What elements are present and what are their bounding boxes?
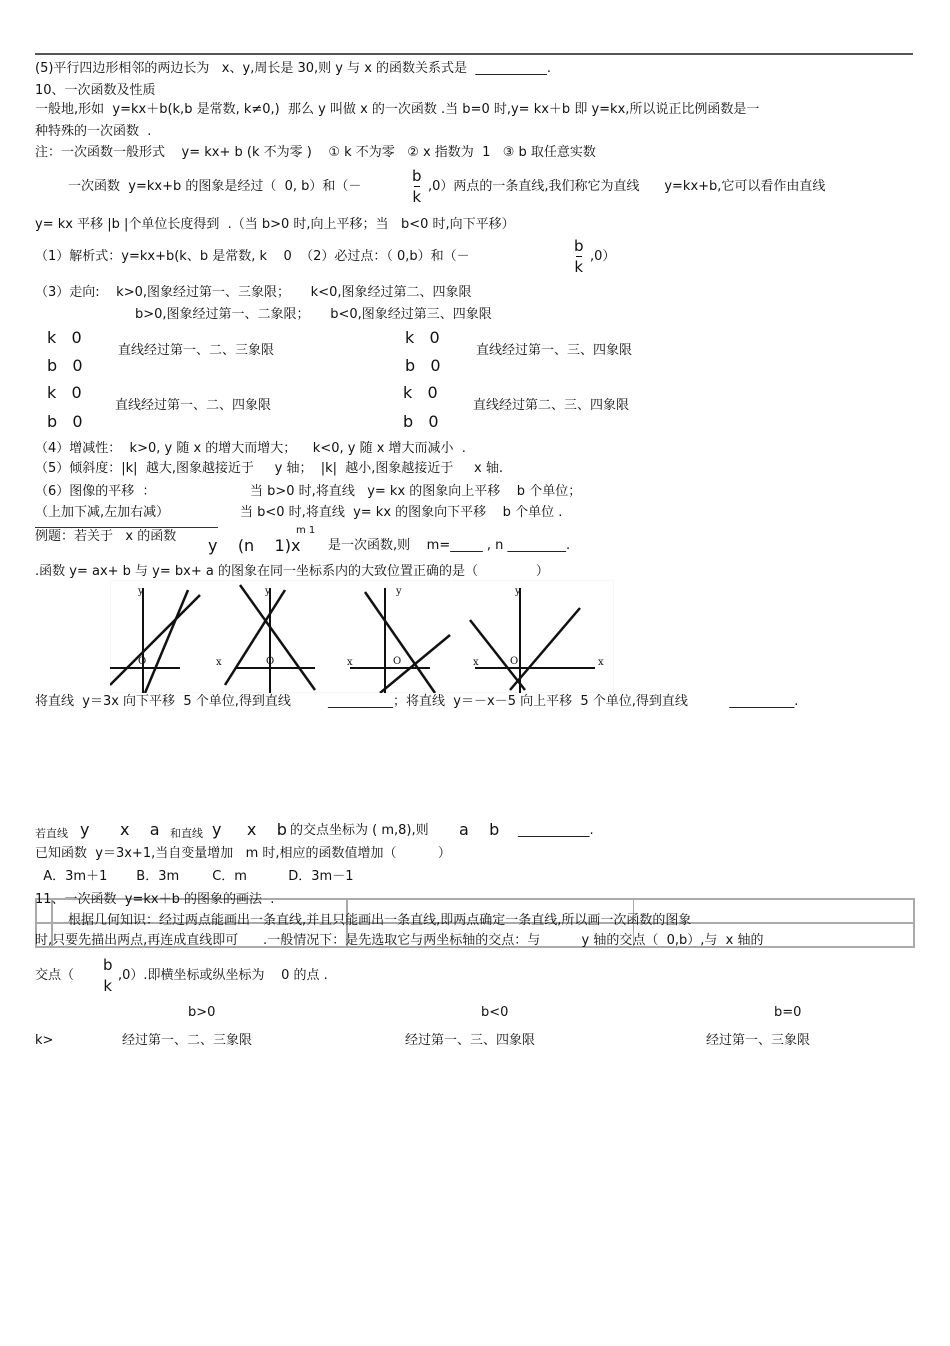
intersection-label-a: 若直线 bbox=[35, 827, 68, 840]
origin-label: O bbox=[393, 656, 402, 667]
example-label: 例题：若关于 x 的函数 bbox=[35, 529, 177, 544]
b-sign: b 0 bbox=[47, 356, 83, 375]
example-exponent: m 1 bbox=[296, 525, 316, 536]
question-5: (5)平行四边形相邻的两边长为 x、y,周长是 30,则 y 与 x 的函数关系式是 ___________. bbox=[35, 61, 551, 76]
b-sign: b 0 bbox=[403, 412, 439, 431]
numerator: b bbox=[103, 956, 113, 974]
k-sign: k 0 bbox=[405, 328, 440, 347]
cell-2: 经过第一、三、四象限 bbox=[405, 1033, 536, 1048]
origin-label: O bbox=[138, 656, 147, 667]
graph-desc-b: ,0）两点的一条直线,我们称它为直线 y=kx+b,它可以看作由直线 bbox=[428, 179, 826, 194]
fraction-b-over-k bbox=[412, 167, 422, 206]
section-11-text-1: 根据几何知识：经过两点能画出一条直线,并且只能画出一条直线,即两点确定一条直线,所以画一次函数的图象 bbox=[68, 913, 692, 928]
example-formula: y (n 1)x bbox=[208, 536, 301, 555]
quadrant-case-1: 直线经过第一、二、三象限 bbox=[118, 343, 275, 358]
b-sign: b 0 bbox=[47, 412, 83, 431]
line-1-formula: y x a bbox=[80, 820, 160, 839]
k-sign: k 0 bbox=[403, 383, 438, 402]
monotonicity-line: （4）增减性： k>0, y 随 x 的增大而增大； k<0, y 随 x 增大而减小 . bbox=[35, 441, 466, 456]
shift-up: 当 b>0 时,将直线 y= kx 的图象向上平移 b 个单位； bbox=[250, 484, 582, 499]
cell-3: 经过第一、三象限 bbox=[706, 1033, 811, 1048]
fraction-b-over-k-2 bbox=[574, 237, 584, 276]
section-10-heading: 10、一次函数及性质 bbox=[35, 83, 156, 98]
axis-label-y: y bbox=[396, 586, 402, 597]
origin-label: O bbox=[266, 656, 275, 667]
graph-c bbox=[350, 588, 450, 693]
intersection-text: 的交点坐标为 ( m,8),则 bbox=[290, 823, 429, 838]
numerator: b bbox=[574, 237, 584, 255]
graph-a bbox=[110, 588, 200, 693]
origin-label: O bbox=[510, 656, 519, 667]
shift-rule: （上加下减,左加右减） bbox=[35, 505, 170, 520]
shift-down: 当 b<0 时,将直线 y= kx 的图象向下平移 b 个单位 . bbox=[240, 505, 563, 520]
intersection-label-b: 和直线 bbox=[170, 827, 203, 840]
k-sign: k 0 bbox=[47, 328, 82, 347]
graph-d bbox=[470, 588, 595, 693]
section-11-text-2: 时,只要先描出两点,再连成直线即可 .一般情况下：是先选取它与两坐标轴的交点：与 y 轴的交点（ 0,b）,与 x 轴的 bbox=[35, 933, 764, 948]
graph-question: .函数 y= ax+ b 与 y= bx+ a 的图象在同一坐标系内的大致位置正确的是（ ） bbox=[35, 564, 549, 579]
denominator: k bbox=[574, 258, 584, 276]
translation-line: y= kx 平移 |b |个单位长度得到 .（当 b>0 时,向上平移；当 b<0 时,向下平移） bbox=[35, 217, 515, 232]
denominator: k bbox=[412, 188, 422, 206]
axis-label-x: x bbox=[347, 657, 353, 668]
quadrant-case-4: 直线经过第二、三、四象限 bbox=[473, 398, 630, 413]
slope-line: （5）倾斜度：|k| 越大,图象越接近于 y 轴； |k| 越小,图象越接近于 x 轴. bbox=[35, 461, 504, 476]
header-b-positive: b>0 bbox=[188, 1005, 216, 1020]
axis-label-y: y bbox=[515, 586, 521, 597]
k-sign: k 0 bbox=[47, 383, 82, 402]
quadrant-case-3: 直线经过第一、二、四象限 bbox=[115, 398, 272, 413]
definition-line-2: 种特殊的一次函数 . bbox=[35, 124, 152, 139]
graph-options-image bbox=[110, 580, 614, 693]
direction-line-2: b>0,图象经过第一、二象限； b<0,图象经过第三、四象限 bbox=[135, 307, 492, 322]
axis-label-x: x bbox=[216, 657, 222, 668]
answer-options: A．3m＋1 B．3m C．m D．3m－1 bbox=[35, 869, 354, 884]
note-line: 注：一次函数一般形式 y= kx+ b (k 不为零 ) ① k 不为零 ② x 指数为 1 ③ b 取任意实数 bbox=[35, 145, 596, 160]
header-b-negative: b<0 bbox=[481, 1005, 509, 1020]
numerator: b bbox=[412, 167, 422, 185]
section-11-text-3a: 交点（ bbox=[35, 968, 75, 983]
graph-b bbox=[225, 585, 315, 693]
graph-desc-a: 一次函数 y=kx+b 的图象是经过（ 0, b）和（－ bbox=[68, 179, 362, 194]
formula-line-a: （1）解析式：y=kx+b(k、b 是常数, k 0 （2）必过点：（ 0,b）和（－ bbox=[35, 249, 470, 264]
formula-line-b: ,0） bbox=[590, 249, 616, 264]
a-minus-b: a b bbox=[459, 820, 500, 839]
header-b-zero: b=0 bbox=[774, 1005, 802, 1020]
answer-blank: ___________. bbox=[518, 823, 594, 838]
fraction-b-over-k-3 bbox=[103, 956, 113, 995]
example-question: 是一次函数,则 m=_____ , n _________. bbox=[328, 538, 571, 553]
axis-label-y: y bbox=[265, 586, 271, 597]
section-11-heading: 11、一次函数 y=kx＋b 的图象的画法 . bbox=[35, 892, 275, 907]
section-11-text-3b: ,0）.即横坐标或纵坐标为 0 的点 . bbox=[118, 968, 328, 983]
b-sign: b 0 bbox=[405, 356, 441, 375]
cell-1: 经过第一、二、三象限 bbox=[122, 1033, 253, 1048]
top-rule bbox=[35, 53, 913, 55]
known-function-question: 已知函数 y＝3x+1,当自变量增加 m 时,相应的函数值增加（ ） bbox=[35, 846, 451, 861]
divider bbox=[35, 527, 218, 528]
denominator: k bbox=[103, 977, 113, 995]
axis-label-x: x bbox=[473, 657, 479, 668]
definition-line-1: 一般地,形如 y=kx＋b(k,b 是常数, k≠0,) 那么 y 叫做 x 的一次函数 .当 b=0 时,y= kx＋b 即 y=kx,所以说正比例函数是一 bbox=[35, 102, 760, 117]
axis-label-x: x bbox=[598, 657, 604, 668]
shift-heading: （6）图像的平移 ： bbox=[35, 484, 156, 499]
line-shift-question: 将直线 y＝3x 向下平移 5 个单位,得到直线 __________；将直线 y＝－x－5 向上平移 5 个单位,得到直线 __________. bbox=[35, 694, 799, 709]
line-2-formula: y x b bbox=[212, 820, 287, 839]
quadrant-case-2: 直线经过第一、三、四象限 bbox=[476, 343, 633, 358]
row-k-positive: k> bbox=[35, 1033, 54, 1048]
axis-label-y: y bbox=[138, 586, 144, 597]
direction-line-1: （3）走向: k>0,图象经过第一、三象限； k<0,图象经过第二、四象限 bbox=[35, 285, 472, 300]
